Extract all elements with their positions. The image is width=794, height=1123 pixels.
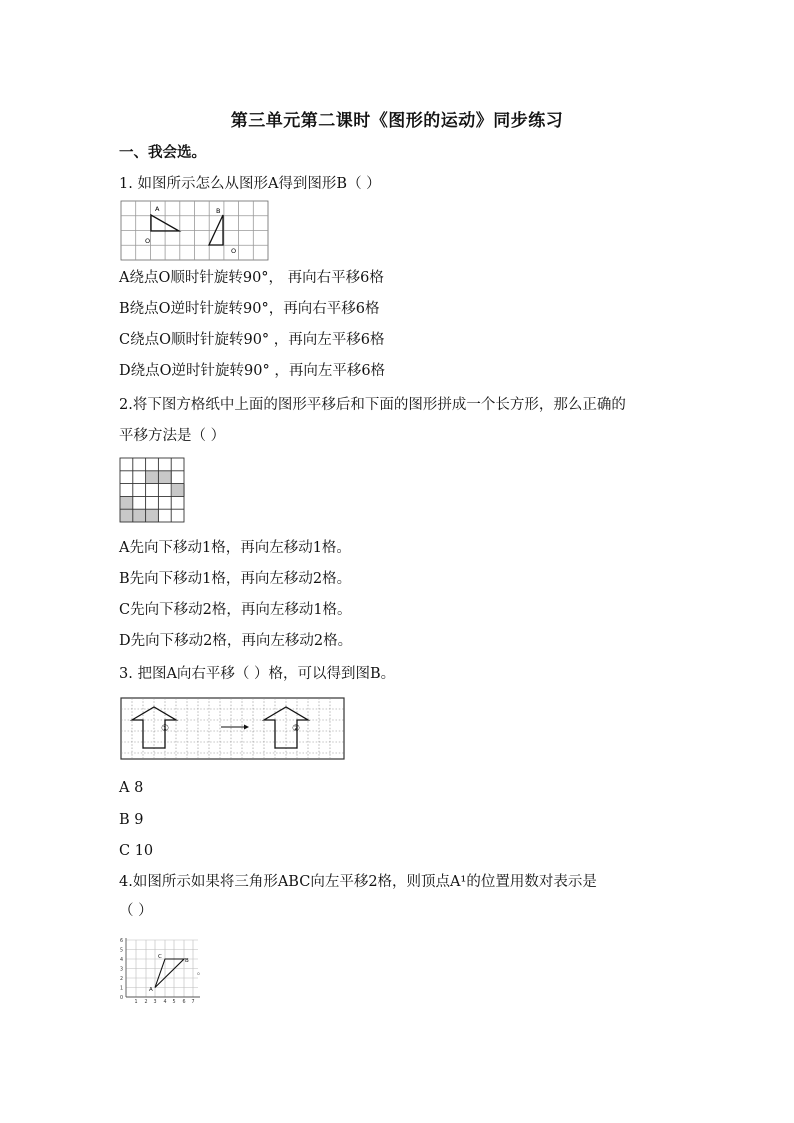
q4-y-5: 5 — [120, 948, 124, 954]
q2-stem-line2: 平移方法是（ ） — [119, 428, 226, 444]
q1-option-c: C绕点O顺时针旋转90° ，再向左平移6格 — [119, 332, 385, 348]
q2-option-d: D先向下移动2格，再向左移动2格。 — [119, 633, 353, 649]
q4-y-3: 3 — [120, 967, 124, 973]
page-title: 第三单元第二课时《图形的运动》同步练习 — [230, 111, 564, 131]
q4-axes — [126, 938, 200, 997]
q1-label-o2: O — [231, 247, 237, 255]
q4-y-1: 1 — [120, 986, 124, 992]
q1-label-a: A — [155, 205, 160, 213]
q1-option-b: B绕点O逆时针旋转90°，再向右平移6格 — [119, 301, 380, 317]
q3-option-c: C 10 — [119, 843, 154, 859]
q4-point-c: C — [158, 954, 162, 960]
q3-shape-2-label: ② — [292, 724, 301, 734]
q1-shape-b — [209, 215, 223, 245]
q3-shape-1-label: ① — [161, 724, 170, 734]
q4-x-3: 3 — [153, 1000, 157, 1004]
q4-coordinate-figure — [118, 934, 210, 1004]
q1-option-d: D绕点O逆时针旋转90° ，再向左平移6格 — [119, 363, 386, 379]
q4-stem-line2: （ ） — [119, 903, 153, 919]
q4-x-1: 1 — [134, 1000, 138, 1004]
q4-y-2: 2 — [120, 977, 124, 982]
q4-x-4: 4 — [163, 1000, 167, 1004]
q1-option-a: A绕点O顺时针旋转90°， 再向右平移6格 — [119, 270, 384, 286]
q1-label-b: B — [216, 207, 221, 215]
q4-y-4: 4 — [120, 958, 124, 963]
q1-grid-figure — [120, 200, 270, 262]
q4-x-2: 2 — [144, 1000, 148, 1004]
q2-stem-line1: 2.将下图方格纸中上面的图形平移后和下面的图形拼成一个长方形，那么正确的 — [119, 397, 626, 413]
q4-stem-line1: 4.如图所示如果将三角形ABC向左平移2格，则顶点A¹的位置用数对表示是 — [119, 874, 597, 890]
q3-grid-figure — [120, 697, 346, 761]
q3-arrow — [221, 725, 249, 730]
q4-tail-mark: 。 — [197, 967, 205, 976]
q4-x-7: 7 — [191, 1000, 195, 1004]
q4-y-6: 6 — [120, 939, 124, 944]
q1-grid — [121, 201, 268, 260]
q3-stem: 3. 把图A向右平移（ ）格，可以得到图B。 — [119, 666, 396, 682]
q2-grid-figure — [119, 457, 185, 523]
q1-label-o1: O — [145, 237, 151, 245]
q4-x-6: 6 — [182, 1000, 186, 1004]
q2-option-b: B先向下移动1格，再向左移动2格。 — [119, 571, 352, 587]
q3-option-a: A 8 — [119, 780, 144, 796]
q2-option-c: C先向下移动2格，再向左移动1格。 — [119, 602, 352, 618]
q1-stem: 1. 如图所示怎么从图形A得到图形B（ ） — [119, 176, 381, 192]
q3-option-b: B 9 — [119, 812, 144, 828]
q2-option-a: A先向下移动1格，再向左移动1格。 — [119, 540, 351, 556]
section-heading: 一、我会选。 — [119, 145, 206, 161]
q4-y-0: 0 — [120, 996, 124, 1001]
q4-point-b: B — [185, 958, 189, 964]
q4-point-a: A — [149, 987, 153, 993]
q4-x-5: 5 — [172, 1000, 176, 1004]
q4-triangle — [155, 959, 184, 988]
